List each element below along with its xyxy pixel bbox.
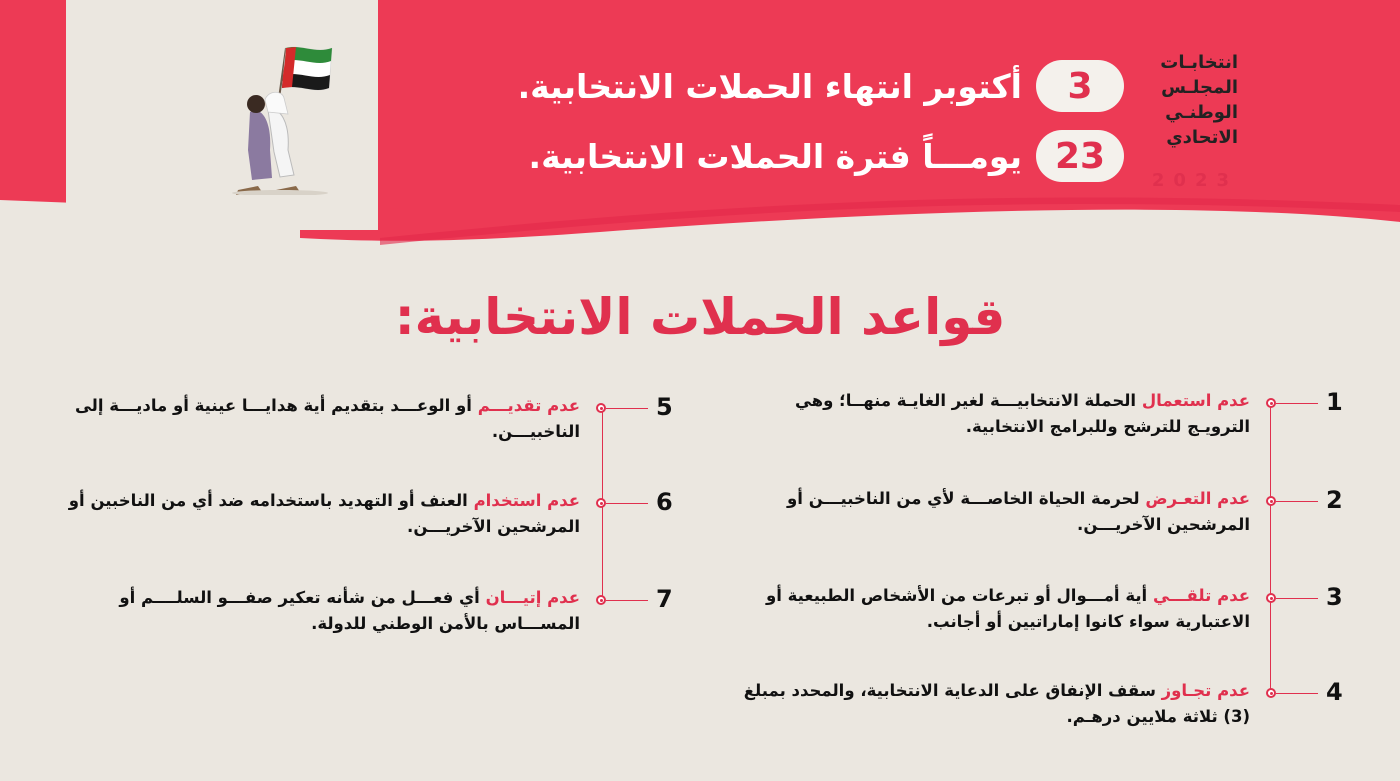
- rule-item-4: [740, 678, 1360, 728]
- rule-number: 5: [656, 393, 673, 421]
- rule-connector: [1276, 693, 1318, 694]
- rule-body: سقف الإنفاق على الدعاية الانتخابية، والمحدد بمبلغ (3) ثلاثة ملايين درهـم.: [743, 681, 1250, 726]
- rule-number: 4: [1326, 678, 1343, 706]
- rule-number: 3: [1326, 583, 1343, 611]
- fact-campaign-period: [529, 130, 1124, 182]
- rule-highlight: عدم تجـاوز: [1161, 681, 1250, 700]
- rule-text: [60, 488, 580, 540]
- logo-year: 2023: [1151, 170, 1238, 191]
- rule-item-3: [740, 583, 1360, 633]
- rule-highlight: عدم استخدام: [473, 491, 580, 510]
- logo-line: الوطنـي: [1165, 102, 1238, 123]
- rule-text: [60, 585, 580, 637]
- timeline-dot-icon: [1266, 593, 1276, 603]
- rule-body: الحملة الانتخابيـــة لغير الغايـة منهــا؛ وهي الترويـج للترشح وللبرامج الانتخابية.: [794, 391, 1250, 436]
- rule-body: أي فعـــل من شأنه تعكير صفـــو السلــــم أو المســـاس بالأمن الوطني للدولة.: [119, 588, 580, 633]
- timeline-dot-icon: [596, 403, 606, 413]
- fact-number-pill: 3: [1036, 60, 1124, 112]
- timeline-dot-icon: [1266, 398, 1276, 408]
- rule-item-7: [60, 585, 700, 635]
- rule-item-5: [60, 393, 700, 443]
- page-title: قواعد الحملات الانتخابية:: [394, 288, 1006, 346]
- logo-line: المجلـس: [1161, 77, 1238, 98]
- rule-text: [740, 678, 1250, 730]
- logo-wordmark: [1118, 50, 1238, 150]
- rule-body: أو الوعـــد بتقديم أية هدايـــا عينية أو ماديـــة إلى الناخبيـــن.: [74, 396, 580, 441]
- timeline-dot-icon: [596, 595, 606, 605]
- rule-number: 2: [1326, 486, 1343, 514]
- logo-line: الاتحادي: [1166, 127, 1238, 148]
- logo-line: انتخابـات: [1160, 52, 1238, 73]
- rule-highlight: عدم التعـرض: [1145, 489, 1250, 508]
- timeline-dot-icon: [596, 498, 606, 508]
- rule-highlight: عدم تلقـــي: [1152, 586, 1250, 605]
- rule-item-6: [60, 488, 700, 538]
- rule-connector: [606, 600, 648, 601]
- fact-text: يومـــاً فترة الحملات الانتخابية.: [528, 136, 1022, 176]
- rule-highlight: عدم استعمال: [1141, 391, 1250, 410]
- rule-connector: [606, 408, 648, 409]
- rule-body: العنف أو التهديد باستخدامه ضد أي من الناخبين أو المرشحين الآخريـــن.: [68, 491, 580, 536]
- mascot-illustration: [228, 40, 338, 195]
- rule-body: أية أمـــوال أو تبرعات من الأشخاص الطبيعية أو الاعتبارية سواء كانوا إماراتيين أو أجانب.: [765, 586, 1250, 631]
- rule-highlight: عدم تقديـــم: [477, 396, 580, 415]
- rule-number: 6: [656, 488, 673, 516]
- rule-text: [60, 393, 580, 445]
- fact-campaign-end: [518, 60, 1124, 112]
- rule-connector: [1276, 501, 1318, 502]
- fact-number-pill: 23: [1036, 130, 1124, 182]
- rule-connector: [1276, 598, 1318, 599]
- fact-text: أكتوبر انتهاء الحملات الانتخابية.: [517, 66, 1022, 106]
- rule-item-1: [740, 388, 1360, 438]
- timeline-line-right: [1270, 404, 1271, 690]
- rule-item-2: [740, 486, 1360, 536]
- timeline-dot-icon: [1266, 496, 1276, 506]
- rule-text: [740, 388, 1250, 440]
- rule-number: 1: [1326, 388, 1343, 416]
- rule-number: 7: [656, 585, 673, 613]
- rule-text: [740, 583, 1250, 635]
- rule-body: لحرمة الحياة الخاصـــة لأي من الناخبيـــن أو المرشحين الآخريـــن.: [787, 489, 1250, 534]
- rule-connector: [1276, 403, 1318, 404]
- rule-text: [740, 486, 1250, 538]
- timeline-dot-icon: [1266, 688, 1276, 698]
- rule-connector: [606, 503, 648, 504]
- rule-highlight: عدم إتيـــان: [485, 588, 580, 607]
